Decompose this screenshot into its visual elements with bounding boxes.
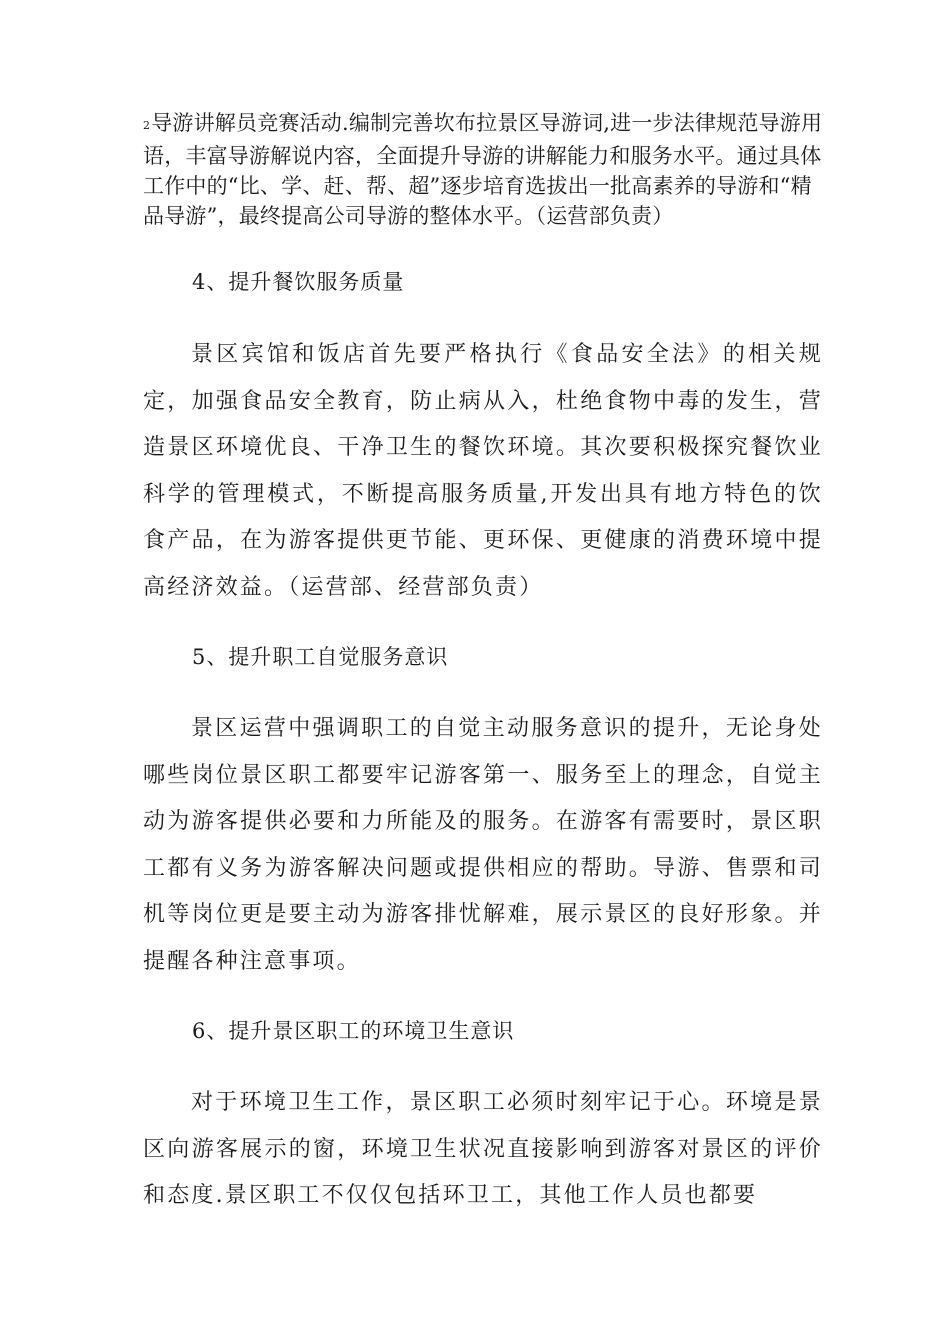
intro-paragraph bbox=[143, 108, 823, 231]
page-marker: 2 bbox=[143, 119, 151, 132]
section-heading-6: 6、提升景区职工的环境卫生意识 bbox=[192, 1019, 515, 1043]
section-heading-4: 4、提升餐饮服务质量 bbox=[192, 270, 405, 294]
intro-text: 导游讲解员竞赛活动.编制完善坎布拉景区导游词,进一步法律规范导游用语，丰富导游解说内容，全面提升导游的讲解能力和服务水平。通过具体工作中的“比、学、赶、帮、超”逐步培育选拔出一批高素养的导游和“精品导游”，最终提高公司导游的整体水平。（运营部负责） bbox=[143, 111, 823, 228]
section-heading-5: 5、提升职工自觉服务意识 bbox=[192, 645, 449, 669]
section-body-5: 景区运营中强调职工的自觉主动服务意识的提升，无论身处哪些岗位景区职工都要牢记游客第一、服务至上的理念，自觉主动为游客提供必要和力所能及的服务。在游客有需要时，景区职工都有义务为游客解决问题或提供相应的帮助。导游、售票和司机等岗位更是要主动为游客排忧解难，展示景区的良好形象。并提醒各种注意事项。 bbox=[143, 716, 823, 974]
section-body-4: 景区宾馆和饭店首先要严格执行《食品安全法》的相关规定，加强食品安全教育，防止病从入，杜绝食物中毒的发生，营造景区环境优良、干净卫生的餐饮环境。其次要积极探究餐饮业科学的管理模式，不断提高服务质量,开发出具有地方特色的饮食产品，在为游客提供更节能、更环保、更健康的消费环境中提高经济效益。（运营部、经营部负责） bbox=[143, 342, 823, 600]
section-body-6: 对于环境卫生工作，景区职工必须时刻牢记于心。环境是景区向游客展示的窗，环境卫生状况直接影响到游客对景区的评价和态度.景区职工不仅仅包括环卫工，其他工作人员也都要 bbox=[143, 1090, 823, 1208]
